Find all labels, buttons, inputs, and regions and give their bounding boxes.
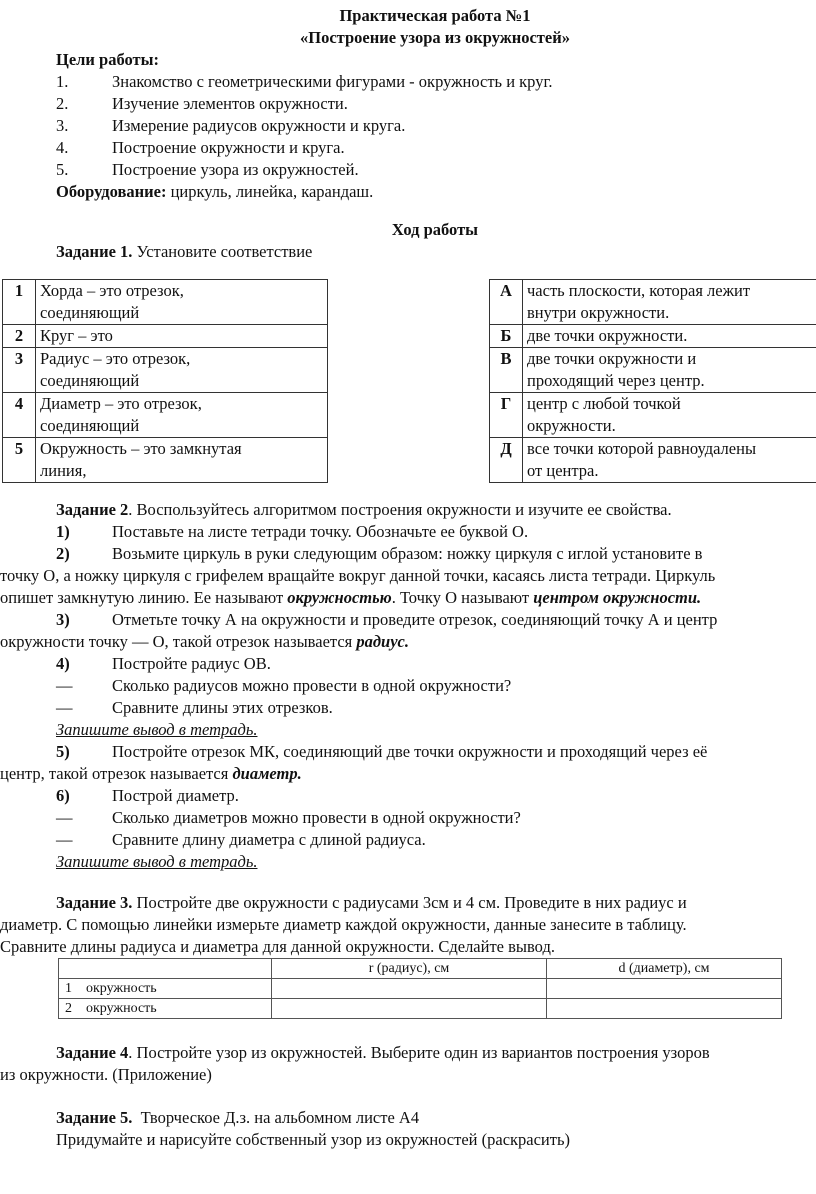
step-text: окружности точку — О, такой отрезок называется радиус.: [0, 632, 409, 651]
equipment-text: циркуль, линейка, карандаш.: [166, 182, 374, 201]
task3-line3: Сравните длины радиуса и диаметра для данной окружности. Сделайте вывод.: [0, 937, 555, 956]
question-text: Сравните длину диаметра с длиной радиуса.: [112, 830, 426, 849]
note-write-conclusion: Запишите вывод в тетрадь.: [56, 852, 258, 871]
row-key: Д: [490, 438, 523, 483]
row-key: 5: [3, 438, 36, 483]
dash-marker: —: [56, 676, 73, 695]
question-text: Сравните длины этих отрезков.: [112, 698, 333, 717]
task4-label: Задание 4: [56, 1043, 129, 1062]
step-text: Отметьте точку А на окружности и проведите отрезок, соединяющий точку А и центр: [112, 610, 718, 629]
table-row: [490, 325, 816, 348]
row-text: Радиус – это отрезок, соединяющий: [36, 348, 328, 393]
task3-line1: Задание 3. Постройте две окружности с радиусами 3см и 4 см. Проведите в них радиус и: [56, 893, 687, 912]
task5-line1: Задание 5. Творческое Д.з. на альбомном листе А4: [56, 1108, 420, 1127]
task5-label: Задание 5.: [56, 1108, 133, 1127]
step-num: 5): [56, 742, 70, 761]
row-text: две точки окружности.: [523, 325, 816, 348]
progress-title: Ход работы: [391, 220, 479, 239]
step-num: 4): [56, 654, 70, 673]
row-text: две точки окружности и проходящий через центр.: [523, 348, 816, 393]
goal-text: Измерение радиусов окружности и круга.: [112, 116, 406, 135]
row-key: А: [490, 280, 523, 325]
goal-text: Построение узора из окружностей.: [112, 160, 359, 179]
task1-heading: [56, 242, 312, 262]
task2-heading: [56, 500, 672, 520]
row-key: В: [490, 348, 523, 393]
row-key: 3: [3, 348, 36, 393]
task4-line2: из окружности. (Приложение): [0, 1065, 212, 1084]
row-key: Б: [490, 325, 523, 348]
goal-num: 4.: [56, 138, 69, 157]
step-text: точку О, а ножку циркуля с грифелем вращайте вокруг данной точки, касаясь листа тетради. Циркуль: [0, 566, 716, 585]
task1-left-table: [2, 279, 328, 483]
page-subtitle: «Построение узора из окружностей»: [299, 28, 570, 47]
table-row: [490, 438, 816, 483]
task4-line1: Задание 4. Постройте узор из окружностей. Выберите один из вариантов построения узоров: [56, 1043, 710, 1062]
row-key: 1: [3, 280, 36, 325]
note-write-conclusion: Запишите вывод в тетрадь.: [56, 720, 258, 739]
radius-cell[interactable]: [272, 999, 547, 1019]
table-row: [3, 438, 328, 483]
task1-text: Установите соответствие: [132, 242, 313, 261]
diameter-cell[interactable]: [547, 979, 782, 999]
dash-marker: —: [56, 808, 73, 827]
question-text: Сколько радиусов можно провести в одной окружности?: [112, 676, 512, 695]
table-row: [490, 348, 816, 393]
row-text: часть плоскости, которая лежит внутри окружности.: [523, 280, 816, 325]
goal-num: 3.: [56, 116, 69, 135]
row-text: все точки которой равноудалены от центра.: [523, 438, 816, 483]
goal-text: Изучение элементов окружности.: [112, 94, 348, 113]
goal-num: 1.: [56, 72, 69, 91]
step-text: центр, такой отрезок называется диаметр.: [0, 764, 302, 783]
task1-label: Задание 1.: [56, 242, 133, 261]
dash-marker: —: [56, 698, 73, 717]
task3-table: [58, 958, 782, 1019]
header-cell: [59, 959, 272, 979]
task5-line2: Придумайте и нарисуйте собственный узор из окружностей (раскрасить): [56, 1130, 570, 1149]
row-key: 2: [3, 325, 36, 348]
row-key: Г: [490, 393, 523, 438]
table-row: [3, 393, 328, 438]
table-header-row: [59, 959, 782, 979]
goal-num: 5.: [56, 160, 69, 179]
step-text: опишет замкнутую линию. Ее называют окружностью. Точку О называют центром окружности.: [0, 588, 702, 607]
row-label: 2 окружность: [59, 999, 272, 1019]
step-text: Возьмите циркуль в руки следующим образом: ножку циркуля с иглой установите в: [112, 544, 703, 563]
step-text: Поставьте на листе тетради точку. Обозначьте ее буквой О.: [112, 522, 529, 541]
step-text: Постройте радиус ОВ.: [112, 654, 271, 673]
row-text: Диаметр – это отрезок, соединяющий: [36, 393, 328, 438]
row-text: центр с любой точкой окружности.: [523, 393, 816, 438]
equipment: [56, 182, 373, 202]
table-row: [59, 979, 782, 999]
goal-text: Построение окружности и круга.: [112, 138, 345, 157]
task2-intro: . Воспользуйтесь алгоритмом построения окружности и изучите ее свойства.: [128, 500, 672, 519]
step-num: 1): [56, 522, 70, 541]
table-row: [490, 280, 816, 325]
table-row: [3, 348, 328, 393]
question-text: Сколько диаметров можно провести в одной окружности?: [112, 808, 521, 827]
row-label: 1 окружность: [59, 979, 272, 999]
table-row: [59, 999, 782, 1019]
radius-cell[interactable]: [272, 979, 547, 999]
step-text: Построй диаметр.: [112, 786, 239, 805]
header-cell: d (диаметр), см: [547, 959, 782, 979]
step-num: 6): [56, 786, 70, 805]
row-key: 4: [3, 393, 36, 438]
dash-marker: —: [56, 830, 73, 849]
row-text: Окружность – это замкнутая линия,: [36, 438, 328, 483]
task3-label: Задание 3.: [56, 893, 133, 912]
equipment-label: Оборудование:: [56, 182, 167, 201]
goal-num: 2.: [56, 94, 69, 113]
step-num: 3): [56, 610, 70, 629]
step-num: 2): [56, 544, 70, 563]
row-text: Хорда – это отрезок, соединяющий: [36, 280, 328, 325]
header-cell: r (радиус), см: [272, 959, 547, 979]
table-row: [3, 325, 328, 348]
page-title: Практическая работа №1: [339, 6, 531, 25]
task2-label: Задание 2: [56, 500, 129, 519]
row-text: Круг – это: [36, 325, 328, 348]
task1-right-table: [489, 279, 816, 483]
diameter-cell[interactable]: [547, 999, 782, 1019]
table-row: [490, 393, 816, 438]
table-row: [3, 280, 328, 325]
step-text: Постройте отрезок МК, соединяющий две точки окружности и проходящий через её: [112, 742, 708, 761]
task3-line2: диаметр. С помощью линейки измерьте диаметр каждой окружности, данные занесите в таблицу.: [0, 915, 687, 934]
goal-text: Знакомство с геометрическими фигурами - окружность и круг.: [112, 72, 553, 91]
goals-label: Цели работы:: [56, 50, 160, 69]
